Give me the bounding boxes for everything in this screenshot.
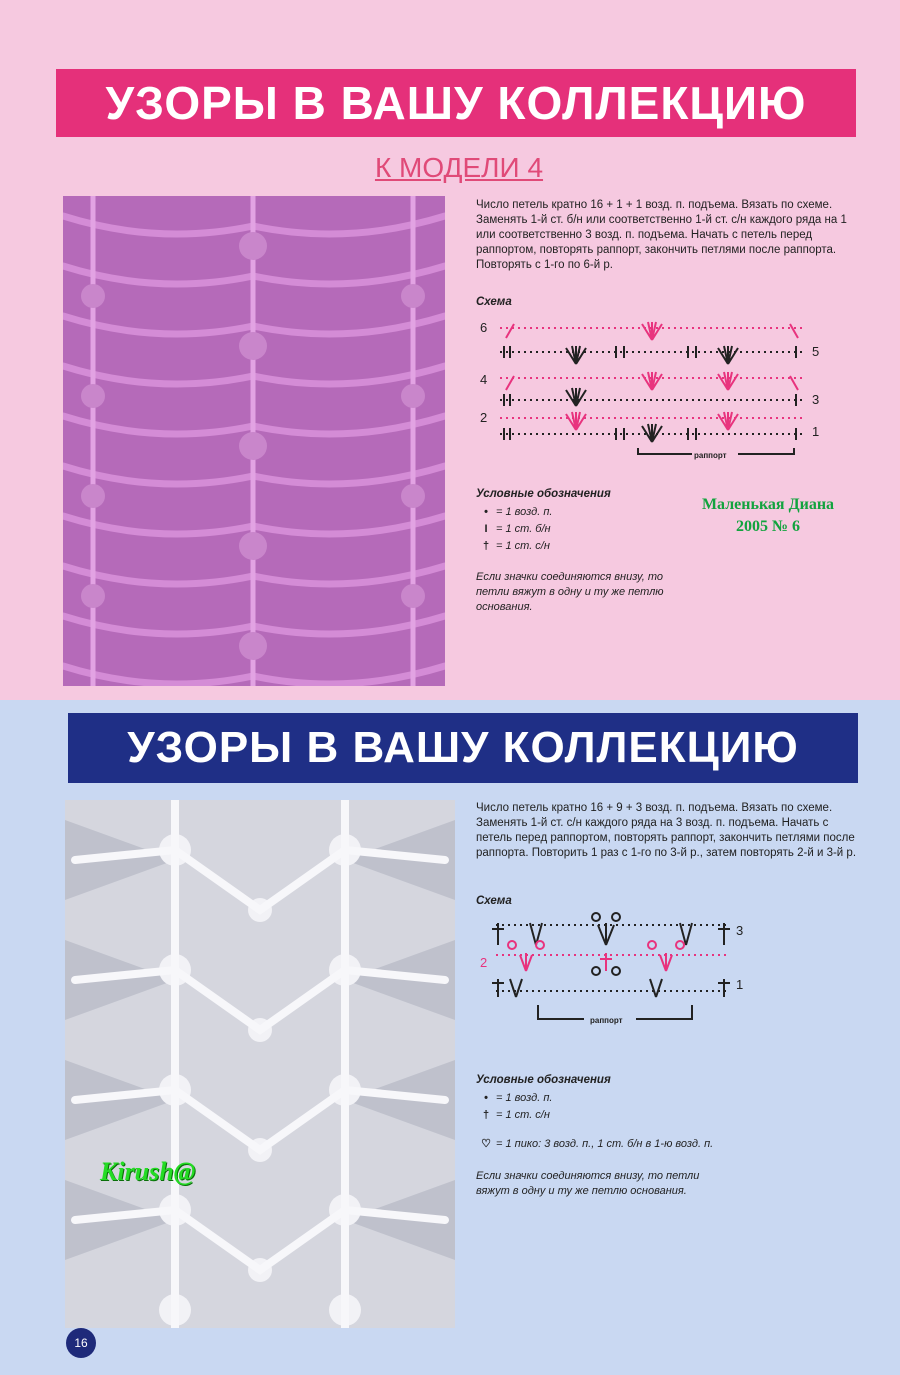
bottom-scheme-row-1-label: 1 — [736, 977, 744, 992]
legend-text: = 1 ст. с/н — [496, 1108, 550, 1121]
top-scheme-row-1-label: 1 — [812, 424, 820, 439]
top-note: Если значки соединяются внизу, то петли вяжут в одну и ту же петлю основания. — [476, 571, 664, 613]
legend-row-chain — [476, 1089, 713, 1106]
pink-crochet-texture — [63, 196, 445, 686]
top-legend — [476, 503, 552, 554]
chain-stitch-icon: • — [484, 505, 488, 518]
bottom-repeat-label: раппорт — [590, 1016, 623, 1025]
bottom-crochet-scheme — [476, 905, 766, 1035]
bottom-scheme-row-3-label: 3 — [736, 923, 744, 938]
bottom-intro-text: Число петель кратно 16 + 9 + 3 возд. п. подъема. Вязать по схеме. Заменять 1-й ст. с/н каждого ряда на 3 возд. п. подъема. Начать с петель перед раппортом, повторять раппорт, закончить петлями после раппорта. Повторить 1 раз с 1-го по 3-й р., затем повторять 2-й и 3-й р. — [476, 802, 857, 859]
legend-text: = 1 ст. б/н — [496, 522, 551, 535]
legend-row-picot — [476, 1135, 713, 1152]
legend-text: = 1 пико: 3 возд. п., 1 ст. б/н в 1-ю возд. п. — [496, 1137, 714, 1150]
bottom-scheme-title: Схема — [476, 895, 512, 907]
double-crochet-icon: † — [482, 539, 490, 552]
bottom-note: Если значки соединяются внизу, то петли вяжут в одну и ту же петлю основания. — [476, 1170, 700, 1197]
top-scheme-row-6-label: 6 — [480, 320, 488, 335]
white-crochet-photo — [65, 800, 455, 1328]
single-crochet-icon: I — [484, 522, 488, 535]
bottom-scheme-row-2-label: 2 — [480, 955, 488, 970]
top-subtitle: К МОДЕЛИ 4 — [374, 152, 544, 183]
top-scheme-row-3-label: 3 — [812, 392, 820, 407]
top-scheme-row-5-label: 5 — [812, 344, 820, 359]
legend-text: = 1 возд. п. — [496, 1091, 553, 1104]
top-crochet-scheme — [476, 310, 836, 470]
top-repeat-label: раппорт — [694, 451, 727, 460]
picot-icon: ♡ — [481, 1137, 491, 1150]
white-crochet-texture — [65, 800, 455, 1328]
stamp-line-2: 2005 № 6 — [735, 518, 801, 535]
legend-row-single-crochet — [476, 520, 552, 537]
top-legend-title: Условные обозначения — [476, 488, 611, 500]
legend-text: = 1 ст. с/н — [496, 539, 550, 552]
chain-stitch-icon: • — [484, 1091, 488, 1104]
top-banner: УЗОРЫ В ВАШУ КОЛЛЕКЦИЮ — [56, 69, 856, 137]
legend-row-double-crochet — [476, 1106, 713, 1123]
page-number: 16 — [66, 1328, 96, 1358]
top-scheme-row-4-label: 4 — [480, 372, 488, 387]
bottom-legend-title: Условные обозначения — [476, 1074, 611, 1086]
top-intro-text: Число петель кратно 16 + 1 + 1 возд. п. подъема. Вязать по схеме. Заменять 1-й ст. б/н или соответственно 1-й ст. с/н каждого ряда на 1 или соответственно 3 возд. п. подъема. Начать с петель перед раппортом, повторять раппорт, закончить петлями после раппорта. Повторять с 1-го по 6-й р. — [476, 199, 847, 271]
double-crochet-icon: † — [482, 1108, 490, 1121]
bottom-legend — [476, 1089, 713, 1152]
legend-row-double-crochet — [476, 537, 552, 554]
kirusha-watermark: Kirush@ — [100, 1157, 196, 1186]
stamp-line-1: Маленькая Диана — [701, 496, 835, 513]
legend-text: = 1 возд. п. — [496, 505, 553, 518]
magazine-stamp — [676, 494, 860, 538]
top-scheme-title: Схема — [476, 296, 512, 308]
bottom-banner: УЗОРЫ В ВАШУ КОЛЛЕКЦИЮ — [68, 713, 858, 783]
pink-crochet-photo — [63, 196, 445, 686]
top-scheme-row-2-label: 2 — [480, 410, 488, 425]
legend-row-chain — [476, 503, 552, 520]
